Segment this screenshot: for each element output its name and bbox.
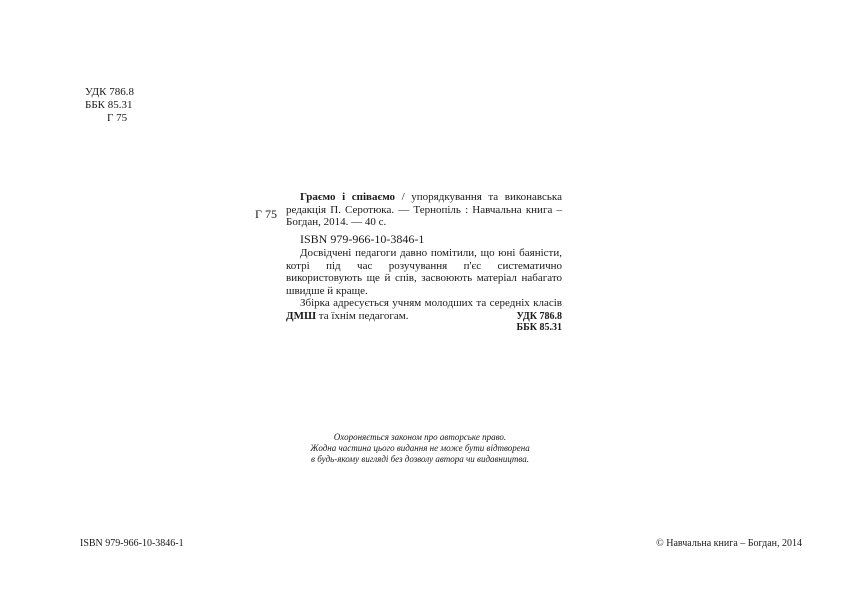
abstract-paragraph-1: Досвідчені педагоги давно помітили, що юні баяністи, котрі під час розучування п'єс систематично використовують ще й спів, засвоюють матеріал набагато швидше й краще.: [286, 247, 562, 297]
udk-code: УДК 786.8: [85, 86, 135, 98]
copyright-line-3: в будь-якому вигляді без дозволу автора чи видавництва.: [311, 454, 529, 464]
bibliographic-description: [286, 191, 562, 229]
book-title: Граємо і співаємо: [300, 191, 396, 203]
copyright-line-1: Охороняється законом про авторське право.: [333, 432, 507, 442]
abstract-text-start: Збірка адресується учням молодших та середніх класів: [300, 297, 562, 309]
card-bbk: ББК 85.31: [516, 322, 562, 333]
bbk-code: ББК 85.31: [85, 99, 133, 111]
copyright-line-2: Жодна частина цього видання не може бути відтворена: [310, 443, 530, 453]
card-author-sign: Г 75: [255, 207, 277, 221]
abstract-text-end: та їхнім педагогам.: [316, 309, 409, 322]
card-isbn: ISBN 979-966-10-3846-1: [300, 231, 425, 246]
card-udk: УДК 786.8: [516, 311, 562, 322]
card-classification-codes: [500, 311, 562, 333]
footer-isbn: ISBN 979-966-10-3846-1: [80, 538, 184, 549]
classification-block: [85, 86, 134, 125]
book-description: / упорядкування та виконавська редакція П. Серотюка. — Тернопіль : Навчальна книга – Богдан, 2014. — 40 с.: [286, 191, 562, 228]
author-sign-code: Г 75: [107, 112, 128, 124]
abstract-text-bold: ДМШ: [286, 309, 317, 322]
copyright-notice: [280, 432, 560, 465]
footer-copyright: © Навчальна книга – Богдан, 2014: [656, 538, 802, 549]
catalog-card: [286, 191, 562, 322]
